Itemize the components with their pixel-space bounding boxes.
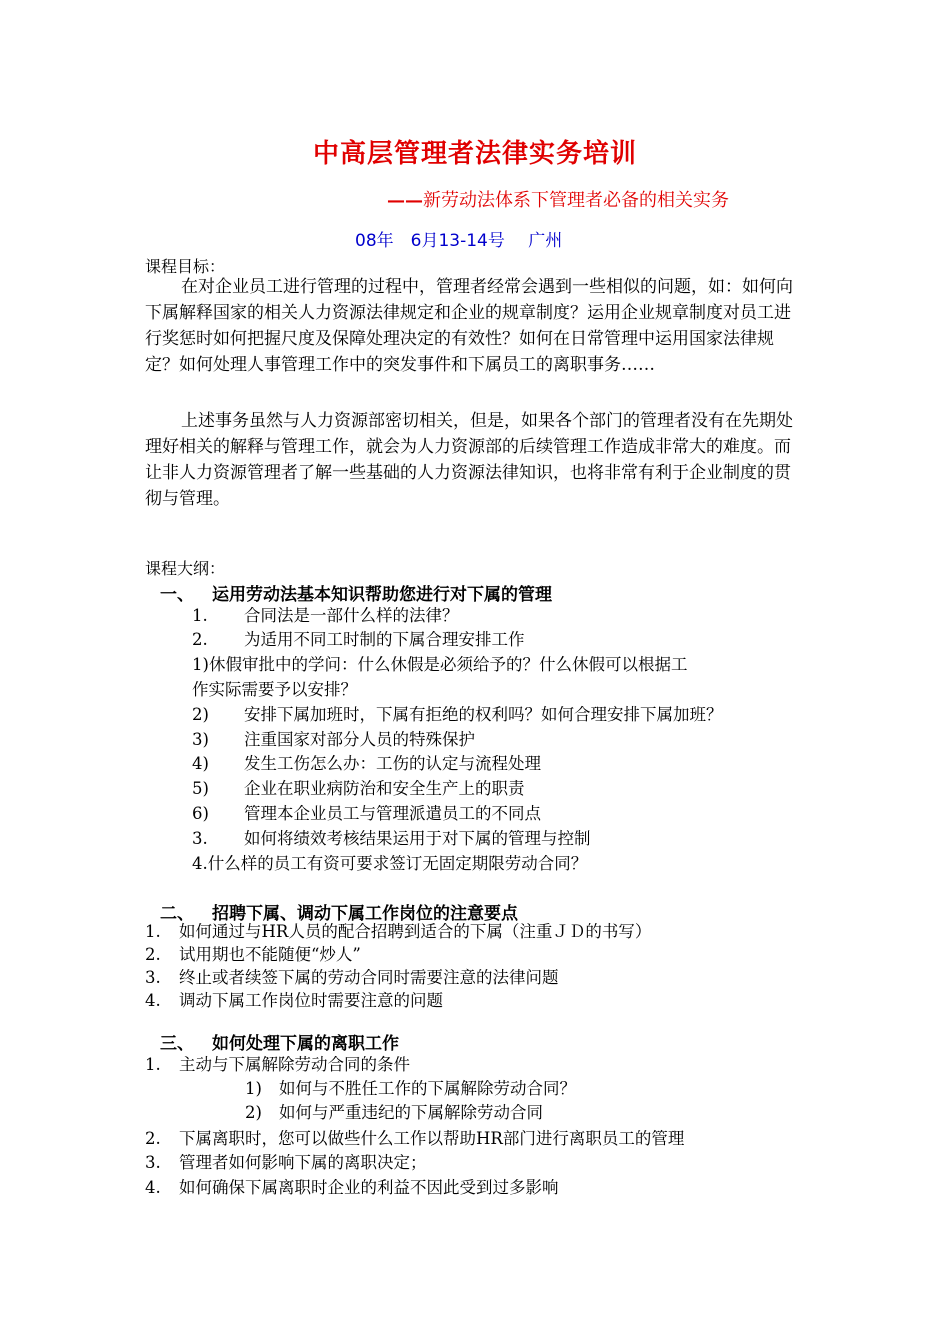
list-item: 1. 如何通过与HR人员的配合招聘到适合的下属（注重ＪＤ的书写） <box>145 922 652 941</box>
section-number: 二、 <box>160 904 194 924</box>
list-item: 4) 发生工伤怎么办：工伤的认定与流程处理 <box>192 754 541 773</box>
subtitle-text: 新劳动法体系下管理者必备的相关实务 <box>423 190 729 211</box>
list-item: 1. 主动与下属解除劳动合同的条件 <box>145 1055 410 1074</box>
list-item: 2. 试用期也不能随便“炒人” <box>145 945 361 964</box>
list-item: 作实际需要予以安排？ <box>192 680 357 699</box>
list-item: 1) 如何与不胜任工作的下属解除劳动合同？ <box>245 1079 576 1098</box>
objective-paragraph-1: 在对企业员工进行管理的过程中，管理者经常会遇到一些相似的问题，如：如何向下属解释国家的相关人力资源法律规定和企业的规章制度？运用企业规章制度对员工进行奖惩时如何把握尺度及保障处理决定的有效性？如何在日常管理中运用国家法律规定？如何处理人事管理工作中的突发事件和下属员工的离职事务…… <box>145 277 793 375</box>
date-line <box>355 226 580 251</box>
list-item: 5) 企业在职业病防治和安全生产上的职责 <box>192 779 525 798</box>
list-item: 2. 为适用不同工时制的下属合理安排工作 <box>192 630 525 649</box>
objective-label: 课程目标： <box>145 257 226 276</box>
page-title: 中高层管理者法律实务培训 <box>312 139 637 169</box>
list-item: 2. 下属离职时，您可以做些什么工作以帮助HR部门进行离职员工的管理 <box>145 1129 685 1148</box>
list-item: 3. 如何将绩效考核结果运用于对下属的管理与控制 <box>192 829 591 848</box>
list-item: 2) 如何与严重违纪的下属解除劳动合同 <box>245 1103 543 1122</box>
section-number: 一、 <box>160 585 194 605</box>
objective-paragraph-2: 上述事务虽然与人力资源部密切相关，但是，如果各个部门的管理者没有在先期处理好相关的解释与管理工作，就会为人力资源部的后续管理工作造成非常大的难度。而让非人力资源管理者了解一些基础的人力资源法律知识，也将非常有利于企业制度的贯彻与管理。 <box>145 411 793 509</box>
list-item: 4. 调动下属工作岗位时需要注意的问题 <box>145 991 443 1010</box>
subtitle-dash: —— <box>387 190 423 211</box>
list-item: 4. 如何确保下属离职时企业的利益不因此受到过多影响 <box>145 1178 559 1197</box>
section-title: 如何处理下属的离职工作 <box>212 1034 399 1054</box>
section-1-heading <box>160 580 552 605</box>
list-item: 3) 注重国家对部分人员的特殊保护 <box>192 730 475 749</box>
list-item: 1)休假审批中的学问：什么休假是必须给予的？什么休假可以根据工 <box>192 655 688 674</box>
list-item: 4.什么样的员工有资可要求签订无固定期限劳动合同？ <box>192 854 588 873</box>
list-item: 3. 管理者如何影响下属的离职决定； <box>145 1153 427 1172</box>
subtitle <box>387 186 729 212</box>
section-number: 三、 <box>160 1034 194 1054</box>
list-item: 2) 安排下属加班时，下属有拒绝的权利吗？如何合理安排下属加班？ <box>192 705 723 724</box>
course-date: 08年 6月13-14号 <box>355 231 505 251</box>
list-item: 3. 终止或者续签下属的劳动合同时需要注意的法律问题 <box>145 968 559 987</box>
course-place: 广州 <box>528 231 563 251</box>
list-item: 6) 管理本企业员工与管理派遣员工的不同点 <box>192 804 541 823</box>
section-title: 招聘下属、调动下属工作岗位的注意要点 <box>212 904 518 924</box>
section-title: 运用劳动法基本知识帮助您进行对下属的管理 <box>212 585 552 605</box>
list-item: 1. 合同法是一部什么样的法律？ <box>192 606 459 625</box>
section-3-heading <box>160 1029 399 1054</box>
outline-label: 课程大纲： <box>145 559 226 578</box>
